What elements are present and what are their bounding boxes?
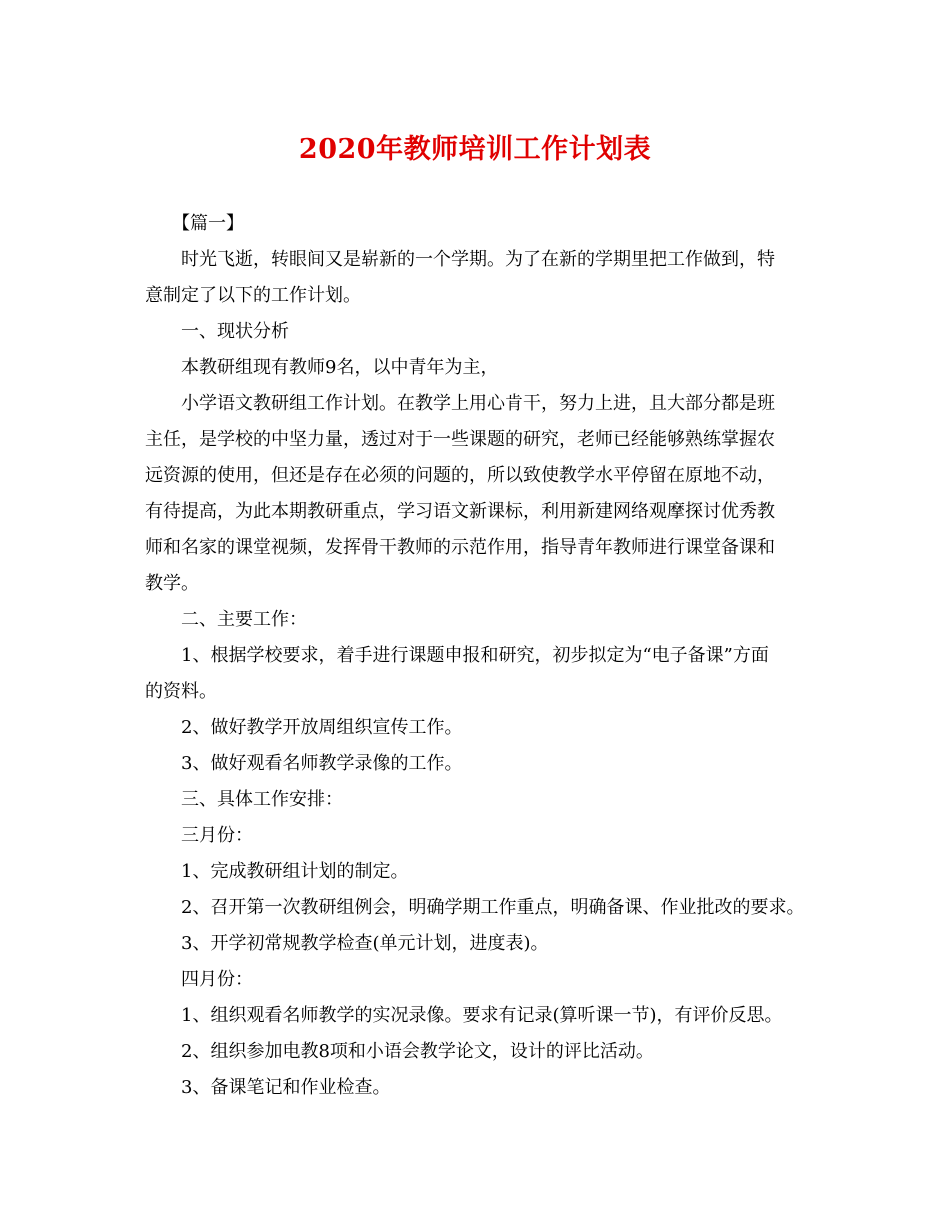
section-heading: 【篇一】 — [172, 213, 244, 234]
list-item: 2、召开第一次教研组例会，明确学期工作重点，明确备课、作业批改的要求。 — [181, 897, 805, 918]
paragraph-line: 时光飞逝，转眼间又是崭新的一个学期。为了在新的学期里把工作做到，特 — [181, 249, 775, 270]
section-heading: 三、具体工作安排： — [181, 789, 343, 810]
paragraph-line: 意制定了以下的工作计划。 — [145, 285, 361, 306]
list-item: 3、开学初常规教学检查(单元计划，进度表)。 — [181, 933, 549, 954]
month-heading: 三月份： — [181, 825, 253, 846]
document-body — [145, 206, 825, 1106]
list-item: 2、组织参加电教8项和小语会教学论文，设计的评比活动。 — [181, 1041, 654, 1062]
paragraph-line: 本教研组现有教师9名，以中青年为主， — [181, 357, 499, 378]
section-heading: 一、现状分析 — [181, 321, 289, 342]
paragraph-line: 主任，是学校的中坚力量，透过对于一些课题的研究，老师已经能够熟练掌握农 — [145, 429, 775, 450]
list-item: 3、备课笔记和作业检查。 — [181, 1077, 391, 1098]
list-item: 1、组织观看名师教学的实况录像。要求有记录(算听课一节)，有评价反思。 — [181, 1005, 783, 1026]
paragraph-line: 远资源的使用，但还是存在必须的问题的，所以致使教学水平停留在原地不动， — [145, 465, 775, 486]
paragraph-line: 小学语文教研组工作计划。在教学上用心肯干，努力上进，且大部分都是班 — [181, 393, 775, 414]
paragraph-line: 教学。 — [145, 573, 199, 594]
paragraph-line: 师和名家的课堂视频，发挥骨干教师的示范作用，指导青年教师进行课堂备课和 — [145, 537, 775, 558]
document-title: 2020年教师培训工作计划表 — [298, 134, 652, 165]
list-item: 1、完成教研组计划的制定。 — [181, 861, 409, 882]
month-heading: 四月份： — [181, 969, 253, 990]
list-item: 2、做好教学开放周组织宣传工作。 — [181, 717, 463, 738]
paragraph-line: 的资料。 — [145, 681, 217, 702]
list-item: 1、根据学校要求，着手进行课题申报和研究，初步拟定为“电子备课”方面 — [181, 645, 769, 666]
list-item: 3、做好观看名师教学录像的工作。 — [181, 753, 463, 774]
section-heading: 二、主要工作： — [181, 609, 307, 630]
paragraph-line: 有待提高，为此本期教研重点，学习语文新课标，利用新建网络观摩探讨优秀教 — [145, 501, 775, 522]
